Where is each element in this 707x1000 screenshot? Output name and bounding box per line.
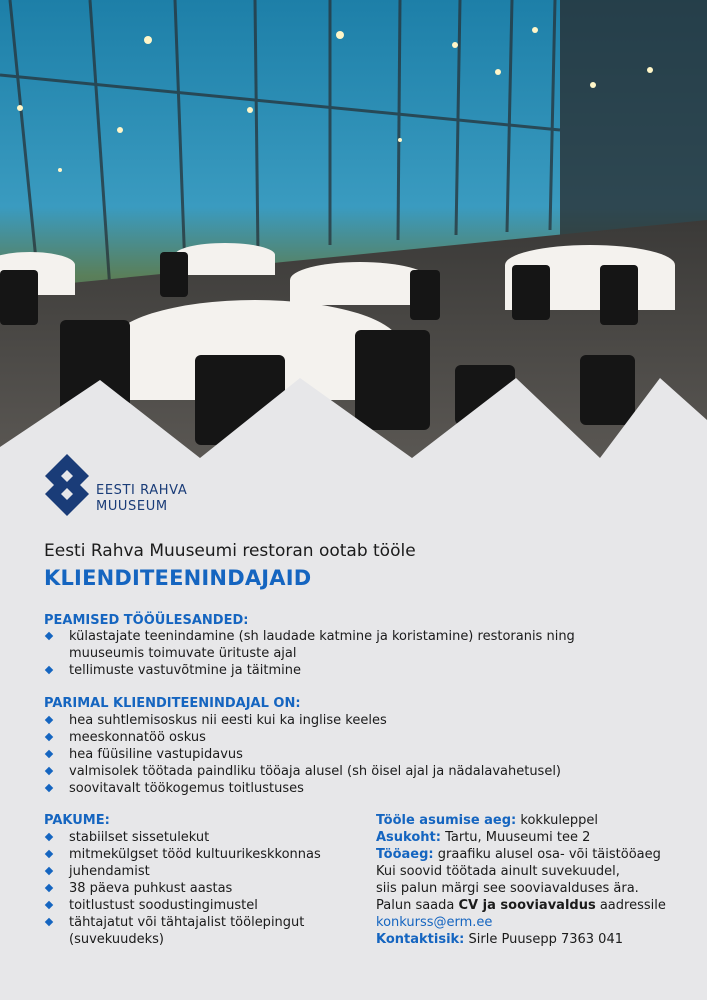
apply-suffix: aadressile	[599, 898, 666, 913]
list-item: mitmekülgset tööd kultuurikeskkonnas	[44, 846, 344, 863]
apply-documents: CV ja sooviavaldus	[458, 898, 596, 913]
duties-heading: PEAMISED TÖÖÜLESANDED:	[44, 613, 249, 628]
list-item: stabiilset sissetulekut	[44, 829, 344, 846]
work-time-row	[376, 846, 696, 863]
contact-value: Sirle Puusepp 7363 041	[468, 932, 623, 947]
logo-line-1: EESTI RAHVA	[96, 483, 188, 498]
list-item: toitlustust soodustingimustel	[44, 897, 344, 914]
duties-list	[44, 628, 604, 679]
list-item: hea suhtlemisoskus nii eesti kui ka inglise keeles	[44, 712, 644, 729]
location-value: Tartu, Muuseumi tee 2	[445, 830, 591, 845]
list-item: 38 päeva puhkust aastas	[44, 880, 344, 897]
work-time-value: graafiku alusel osa- või täistööaeg	[437, 847, 661, 862]
apply-prefix: Palun saada	[376, 898, 455, 913]
requirements-heading: PARIMAL KLIENDITEENINDAJAL ON:	[44, 696, 301, 711]
list-item: meeskonnatöö oskus	[44, 729, 644, 746]
list-item: hea füüsiline vastupidavus	[44, 746, 644, 763]
headline: Eesti Rahva Muuseumi restoran ootab tööle	[44, 541, 416, 561]
work-time-label: Tööaeg:	[376, 847, 434, 862]
start-time-row	[376, 812, 696, 829]
requirements-list	[44, 712, 644, 797]
offer-list	[44, 829, 344, 948]
summer-note-1: Kui soovid töötada ainult suvekuudel,	[376, 864, 620, 879]
contact-label: Kontaktisik:	[376, 932, 465, 947]
start-time-value: kokkuleppel	[520, 813, 599, 828]
list-item: tähtajatut või tähtajalist töölepingut (suvekuudeks)	[44, 914, 344, 948]
job-title: KLIENDITEENINDAJAID	[44, 566, 312, 590]
email-link[interactable]: konkurss@erm.ee	[376, 915, 493, 930]
museum-logo-text	[96, 483, 187, 515]
list-item: valmisolek töötada paindliku tööaja alusel (sh öisel ajal ja nädalavahetusel)	[44, 763, 644, 780]
contact-row	[376, 931, 696, 948]
apply-row	[376, 897, 696, 914]
summer-note-2: siis palun märgi see sooviavalduses ära.	[376, 881, 639, 896]
start-time-label: Tööle asumise aeg:	[376, 813, 517, 828]
list-item: soovitavalt töökogemus toitlustuses	[44, 780, 644, 797]
offer-heading: PAKUME:	[44, 813, 110, 828]
restaurant-photo	[0, 0, 707, 460]
list-item: tellimuste vastuvõtmine ja täitmine	[44, 662, 604, 679]
job-details	[376, 812, 696, 948]
location-label: Asukoht:	[376, 830, 441, 845]
list-item: külastajate teenindamine (sh laudade katmine ja koristamine) restoranis ning muuseumis toimuvate ürituste ajal	[44, 628, 604, 662]
location-row	[376, 829, 696, 846]
list-item: juhendamist	[44, 863, 344, 880]
logo-line-2: MUUSEUM	[96, 499, 168, 514]
